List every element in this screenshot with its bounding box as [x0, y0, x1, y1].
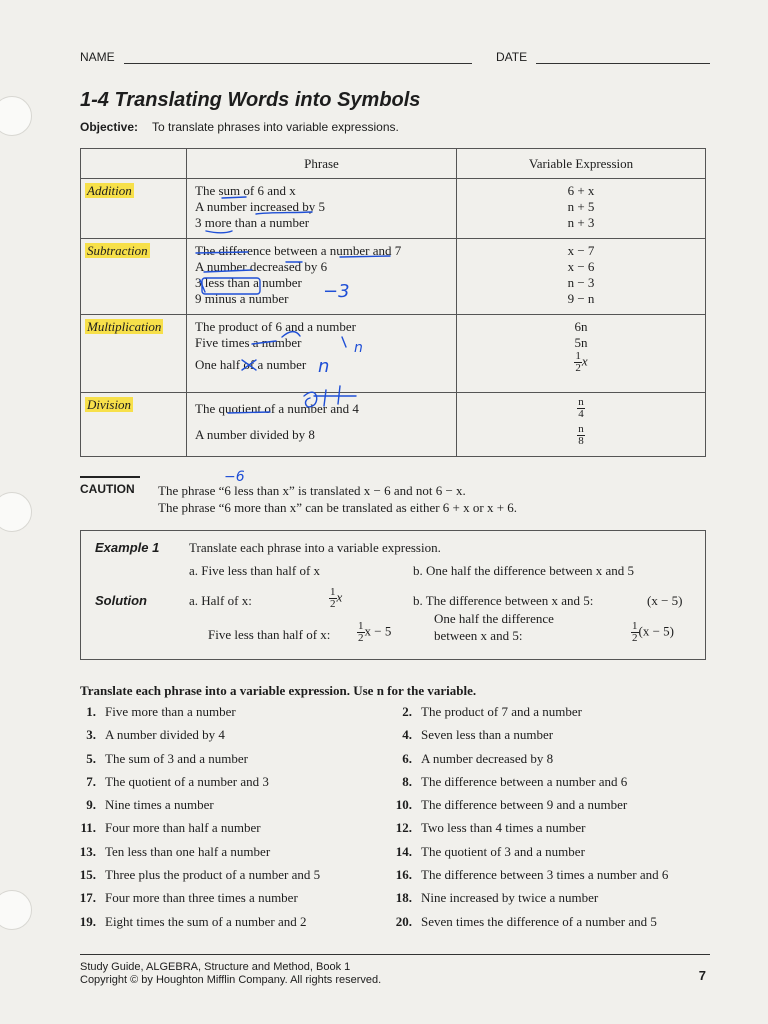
problem-text: Eight times the sum of a number and 2 — [105, 913, 307, 929]
expression: n + 3 — [567, 215, 595, 230]
problem-text: The sum of 3 and a number — [105, 750, 248, 766]
fraction: $\frac{1}{2}$ — [575, 350, 581, 374]
problem-text: Seven times the difference of a number and 5 — [421, 913, 657, 929]
expression: 6n — [574, 319, 588, 334]
category-multiplication: Multiplication — [81, 315, 187, 393]
solution-b-line3: between x and 5: — [434, 628, 523, 643]
annotation-minus6: −6 — [224, 469, 245, 485]
solution-b-line1: b. The difference between x and 5: — [413, 593, 594, 608]
phrase-line: The product of 6 and a number — [195, 319, 357, 334]
expression: $\frac{n}{4}$ — [578, 396, 584, 420]
problem-number: 5. — [86, 750, 96, 766]
example-box — [80, 530, 706, 660]
problem-number: 3. — [86, 727, 96, 743]
problem-number: 10. — [395, 797, 412, 813]
problem-text: The quotient of 3 and a number — [421, 843, 585, 859]
problem-text: Four more than three times a number — [105, 890, 298, 906]
caution-text — [158, 482, 517, 516]
phrase-line: The sum of 6 and x — [195, 183, 296, 198]
phrase-line: 9 minus a number — [195, 291, 289, 306]
table-row-division — [81, 393, 706, 457]
problem-row — [80, 727, 710, 750]
footer — [80, 954, 710, 987]
expression: n − 3 — [567, 275, 595, 290]
problem-row — [80, 704, 710, 727]
phrase-line: 3 less than a number — [195, 275, 302, 290]
problem-text: The quotient of a number and 3 — [105, 773, 269, 789]
annotation-n-half: n — [318, 356, 330, 377]
problem-text: Three plus the product of a number and 5 — [105, 867, 321, 883]
phrase-line: A number divided by 8 — [195, 427, 315, 442]
problem-number: 1. — [86, 704, 96, 719]
problem-number: 4. — [402, 727, 412, 743]
problem-number: 8. — [402, 773, 412, 789]
table-header-expression: Variable Expression — [457, 149, 706, 179]
problem-row — [80, 844, 710, 867]
problem-text: Seven less than a number — [421, 727, 554, 743]
phrases-subtraction — [187, 239, 457, 315]
problem-text: Ten less than one half a number — [105, 843, 271, 859]
problem-number: 20. — [395, 913, 412, 929]
problem-number: 19. — [79, 913, 96, 929]
category-addition: Addition — [81, 179, 187, 239]
problem-number: 15. — [79, 867, 96, 883]
caution-label: CAUTION — [80, 482, 135, 496]
objective-label: Objective: — [80, 120, 139, 134]
problem-text: The product of 7 and a number — [421, 704, 583, 719]
example-prompt: Translate each phrase into a variable expression. — [189, 540, 441, 555]
table-row-addition — [81, 179, 706, 239]
phrase-line: The quotient of a number and 4 — [195, 401, 359, 416]
footer-line-1: Study Guide, ALGEBRA, Structure and Method, Book 1 — [80, 961, 351, 973]
problem-text: Nine increased by twice a number — [421, 890, 599, 906]
problem-row — [80, 867, 710, 890]
problem-list — [80, 704, 710, 937]
problem-number: 7. — [86, 773, 96, 789]
annotation-minus3: −3 — [323, 281, 350, 302]
solution-b-line2: One half the difference — [434, 611, 554, 626]
exercise-instructions: Translate each phrase into a variable expression. Use n for the variable. — [80, 683, 477, 698]
expressions-division — [457, 393, 706, 457]
phrases-division — [187, 393, 457, 457]
solution-label: Solution — [95, 593, 147, 608]
phrase-line: A number increased by 5 — [195, 199, 325, 214]
binder-hole-bottom — [0, 890, 32, 930]
objective — [80, 120, 399, 134]
table-row-subtraction — [81, 239, 706, 315]
solution-a-expr1: $\frac{1}{2}$ x — [330, 586, 343, 610]
binder-hole-middle — [0, 492, 32, 532]
expressions-addition — [457, 179, 706, 239]
page-title: 1-4 Translating Words into Symbols — [80, 89, 421, 111]
problem-text: The difference between 9 and a number — [421, 797, 628, 813]
footer-line-2: Copyright © by Houghton Mifflin Company. All rights reserved. — [80, 974, 382, 986]
header — [80, 50, 710, 68]
solution-a-line2: Five less than half of x: — [208, 627, 331, 642]
example-label: Example 1 — [95, 540, 160, 555]
problem-row — [80, 820, 710, 843]
expressions-subtraction — [457, 239, 706, 315]
phrase-line: A number decreased by 6 — [195, 259, 328, 274]
table-header-phrase: Phrase — [187, 149, 457, 179]
problem-number: 12. — [395, 820, 412, 836]
problem-text: Four more than half a number — [105, 820, 261, 836]
problem-number: 2. — [402, 704, 412, 719]
problem-number: 14. — [395, 843, 412, 859]
problem-number: 18. — [395, 890, 412, 906]
table-header-blank — [81, 149, 187, 179]
problem-row — [80, 797, 710, 820]
name-label: NAME — [80, 50, 115, 64]
category-subtraction: Subtraction — [81, 239, 187, 315]
problem-row — [80, 774, 710, 797]
problem-row — [80, 751, 710, 774]
expression: 9 − n — [567, 291, 595, 306]
category-division: Division — [81, 393, 187, 457]
problem-number: 17. — [79, 890, 96, 906]
expression: n + 5 — [567, 199, 595, 214]
problem-number: 6. — [402, 750, 412, 766]
expression: $\frac{1}{2}$ x — [575, 350, 588, 374]
expression: 5n — [574, 335, 588, 350]
problem-text: The difference between 3 times a number and 6 — [421, 867, 669, 883]
annotation-n-product: n — [354, 340, 363, 356]
expression: x − 6 — [567, 259, 595, 274]
problem-number: 13. — [79, 843, 96, 859]
phrase-line: The difference between a number and 7 — [195, 243, 402, 258]
problem-number: 11. — [80, 820, 96, 836]
binder-hole-top — [0, 96, 32, 136]
problem-text: Two less than 4 times a number — [421, 820, 586, 836]
page-number: 7 — [698, 968, 706, 983]
problem-number: 9. — [86, 797, 96, 813]
example-part-b: b. One half the difference between x and 5 — [413, 563, 635, 578]
date-label: DATE — [496, 50, 528, 64]
table-row-multiplication — [81, 315, 706, 393]
phrases-addition — [187, 179, 457, 239]
expression: x − 7 — [567, 243, 595, 258]
problem-text: Nine times a number — [105, 797, 214, 813]
expressions-multiplication — [457, 315, 706, 393]
caution-line-2: The phrase “6 more than x” can be translated as either 6 + x or x + 6. — [158, 500, 518, 515]
translation-table — [80, 148, 706, 457]
date-field-line[interactable] — [536, 63, 710, 64]
problem-row — [80, 914, 710, 937]
problem-row — [80, 890, 710, 913]
phrases-multiplication — [187, 315, 457, 393]
solution-b-expr2: $\frac{1}{2}$ (x − 5) — [632, 620, 674, 644]
caution-line-1: The phrase “6 less than x” is translated x − 6 and not 6 − x. — [158, 483, 466, 498]
solution-a-line1: a. Half of x: — [189, 593, 252, 608]
problem-text: A number divided by 4 — [105, 727, 225, 743]
phrase-line: Five times a number — [195, 335, 302, 350]
table-header-row — [81, 149, 706, 179]
name-field-line[interactable] — [124, 63, 472, 64]
problem-text: Five more than a number — [105, 704, 236, 719]
problem-number: 16. — [395, 867, 412, 883]
objective-text: To translate phrases into variable expressions. — [152, 120, 399, 134]
expression: $\frac{n}{8}$ — [578, 423, 584, 447]
example-part-a: a. Five less than half of x — [189, 563, 321, 578]
expression: 6 + x — [567, 183, 595, 198]
phrase-line: One half of a number — [195, 357, 307, 372]
phrase-line: 3 more than a number — [195, 215, 310, 230]
solution-a-expr2: $\frac{1}{2}$ x − 5 — [358, 620, 392, 644]
solution-b-expr1: (x − 5) — [647, 593, 683, 608]
problem-text: The difference between a number and 6 — [421, 773, 628, 789]
problem-text: A number decreased by 8 — [421, 750, 554, 766]
